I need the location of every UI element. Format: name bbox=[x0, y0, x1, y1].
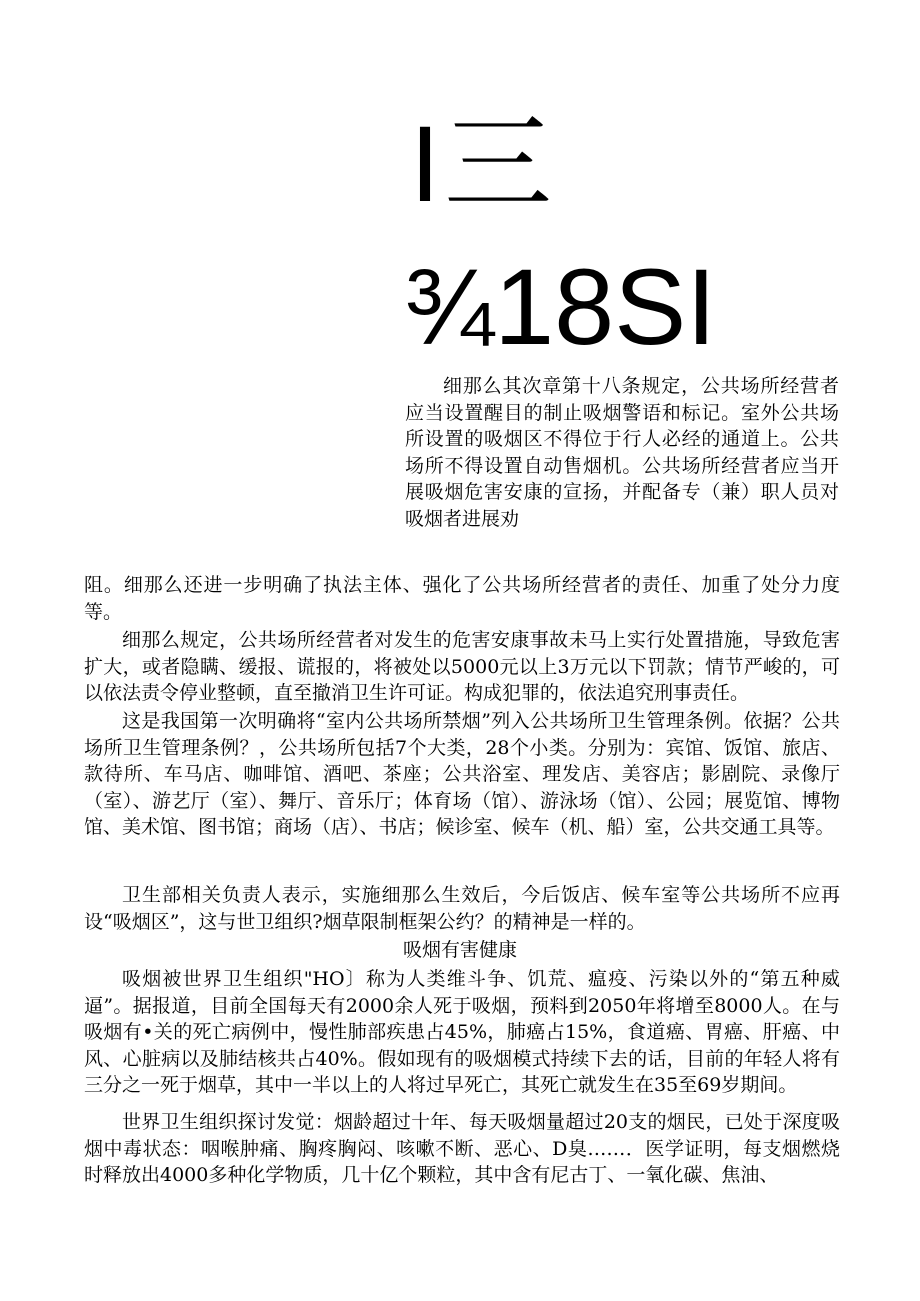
paragraph-article-18-continued: 阻。细那么还进一步明确了执法主体、强化了公共场所经营者的责任、加重了处分力度等。 bbox=[84, 574, 840, 623]
header-glyphs-line1: I三 bbox=[410, 103, 557, 224]
header-glyphs-line2: ¾18SI bbox=[404, 246, 717, 367]
paragraph-penalties: 细那么规定，公共场所经营者对发生的危害安康事故未马上实行处置措施，导致危害扩大，或者隐瞒、缓报、谎报的，将被处以5000元以上3万元以下罚款；情节严峻的，可以依法责令停业整顿，直至撤消卫生许可证。构成犯罪的，依法追究刑事责任。 bbox=[84, 629, 840, 704]
paragraph-article-18: 细那么其次章第十八条规定，公共场所经营者应当设置醒目的制止吸烟警语和标记。室外公共场所设置的吸烟区不得位于行人必经的通道上。公共场所不得设置自动售烟机。公共场所经营者应当开展吸烟危害安康的宣扬，并配备专（兼）职人员对吸烟者进展劝 bbox=[405, 375, 839, 530]
paragraph-smoking-area: 卫生部相关负责人表示，实施细那么生效后，今后饭店、候车室等公共场所不应再设“吸烟区”，这与世卫组织?烟草限制框架公约？的精神是一样的。 bbox=[84, 884, 840, 933]
paragraph-health-statistics: 吸烟被世界卫生组织"HO〕称为人类维斗争、饥荒、瘟疫、污染以外的“第五种威逼”。据报道，目前全国每天有2000余人死于吸烟，预料到2050年将增至8000人。在与吸烟有•关的死亡病例中，慢性肺部疾患占45%，肺癌占15%，食道癌、胃癌、肝癌、中风、心脏病以及肺结核共占40%。假如现有的吸烟模式持续下去的话，目前的年轻人将有三分之一死于烟草，其中一半以上的人将过早死亡，其死亡就发生在35至69岁期间。 bbox=[84, 968, 840, 1096]
paragraph-public-places: 这是我国第一次明确将“室内公共场所禁烟”列入公共场所卫生管理条例。依据？公共场所卫生管理条例？，公共场所包括7个大类，28个小类。分别为：宾馆、饭馆、旅店、款待所、车马店、咖啡馆、酒吧、茶座；公共浴室、理发店、美容店；影剧院、录像厅（室）、游艺厅（室）、舞厅、音乐厅；体育场（馆）、游泳场（馆）、公园；展览馆、博物馆、美术馆、图书馆；商场（店）、书店；候诊室、候车（机、船）室，公共交通工具等。 bbox=[84, 710, 840, 838]
paragraph-who-research: 世界卫生组织探讨发觉：烟龄超过十年、每天吸烟量超过20支的烟民，已处于深度吸烟中毒状态：咽喉肿痛、胸疼胸闷、咳嗽不断、恶心、D臭……．医学证明，每支烟燃烧时释放出4000多种化学物质，几十亿个颗粒，其中含有尼古丁、一氧化碳、焦油、 bbox=[84, 1111, 840, 1186]
section-heading: 吸烟有害健康 bbox=[402, 940, 517, 961]
